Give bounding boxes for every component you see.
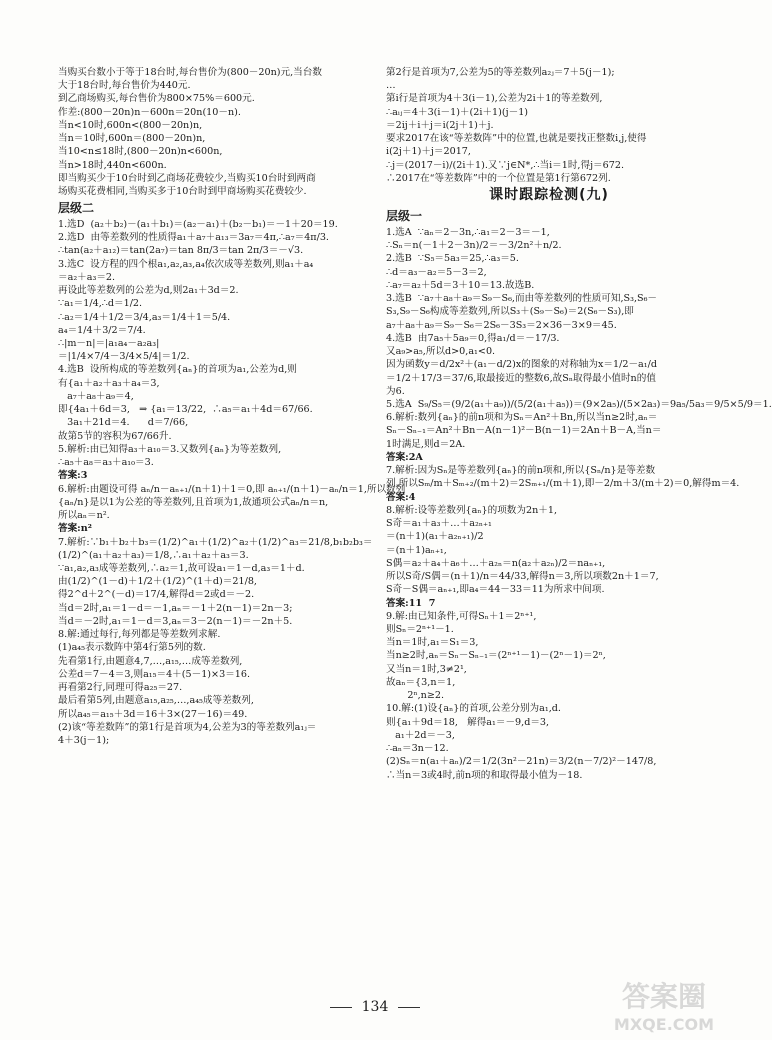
text-line: ＝(n＋1)aₙ₊₁, (386, 544, 447, 556)
text-line: 所以S奇/S偶＝(n＋1)/n＝44/33,解得n＝3,所以项数2n＋1＝7, (386, 571, 659, 583)
watermark-logo (584, 972, 744, 1036)
text-line: 2.选B ∵S₅＝5a₃＝25,∴a₃＝5. (386, 253, 519, 265)
text-line: (1)a₄₅表示数阵中第4行第5列的数. (58, 642, 206, 654)
text-line: 2.选D 由等差数列的性质得a₁＋a₇＋a₁₃＝3a₇＝4π,∴a₇＝4π/3. (58, 232, 329, 244)
text-line: 为6. (386, 385, 405, 397)
text-line: 再看第2行,同理可得a₂₅＝27. (58, 682, 183, 694)
text-line: 当n＝1时,a₁＝S₁＝3, (386, 637, 479, 649)
text-line: 当n<10时,600n<(800－20n)n, (58, 119, 203, 131)
text-line: ∴a₅＋a₈＝a₃＋a₁₀＝3. (58, 457, 154, 469)
text-line: 当n＝10时,600n＝(800－20n)n, (58, 133, 206, 145)
text-line: 当d＝2时,a₁＝1－d＝－1,aₙ＝－1＋2(n－1)＝2n－3; (58, 602, 293, 614)
text-line: 故第5节的容积为67/66升. (58, 430, 172, 442)
text-line: 1.选D (a₂＋b₂)－(a₁＋b₁)＝(a₂－a₁)＋(b₂－b₁)＝－1＋20＝19. (58, 218, 338, 230)
text-line: ∴|m－n|＝|a₁a₄－a₂a₃| (58, 338, 160, 349)
level-heading: 层级二 (58, 201, 95, 216)
text-line: (2)该“等差数阵”的第1行是首项为4,公差为3的等差数列a₁ⱼ＝ (58, 721, 317, 733)
text-line: 公差d＝7－4＝3,则a₁₅＝4＋(5－1)×3＝16. (58, 668, 251, 680)
text-line: 有{a₁＋a₂＋a₃＋a₄＝3, (58, 377, 160, 389)
text-line: 10.解:(1)设{aₙ}的首项,公差分别为a₁,d. (386, 703, 561, 715)
text-line: 答案:2A (386, 451, 423, 463)
text-line: 列,所以Sₘ/m＋Sₘ₊₂/(m＋2)＝2Sₘ₊₁/(m＋1),即－2/m＋3/(m＋2)＝0,解得m＝4. (386, 478, 740, 490)
text-line: ＝|1/4×7/4－3/4×5/4|＝1/2. (58, 351, 190, 363)
text-line: a₄＝1/4＋3/2＝7/4. (58, 324, 146, 336)
text-line: 2ⁿ,n≥2. (386, 690, 445, 702)
text-line: 4＋3(j－1); (58, 735, 110, 747)
text-line: 所以aₙ＝n². (58, 510, 110, 522)
text-line: S奇＝a₁＋a₃＋…＋a₂ₙ₊₁ (386, 518, 492, 530)
text-line: 答案:3 (58, 470, 88, 482)
text-line: 3.选B ∵a₇＋a₈＋a₉＝S₉－S₆,而由等差数列的性质可知,S₃,S₆－ (386, 293, 658, 305)
text-line: 又当n＝1时,3≠2¹, (386, 663, 467, 675)
watermark-url: MXQE.COM (613, 1015, 715, 1034)
dash-left (330, 1007, 352, 1008)
text-line: ∴2017在“等差数阵”中的一个位置是第1行第672列. (386, 172, 611, 184)
text-line: ∵a₁＝1/4,∴d＝1/2. (58, 298, 143, 310)
text-line: 第2行是首项为7,公差为5的等差数列a₂ⱼ＝7＋5(j－1); (386, 67, 615, 78)
text-line: 5.选A S₉/S₅＝(9/2(a₁＋a₉))/(5/2(a₁＋a₅))＝(9×2a₅)/(5×2a₃)＝9a₅/5a₃＝9/5×5/9＝1. (386, 399, 772, 411)
text-line: 要求2017在该“等差数阵”中的位置,也就是要找正整数i,j,使得 (386, 133, 647, 145)
text-line: 得2^d＋2^(－d)＝17/4,解得d＝2或d＝－2. (58, 589, 255, 601)
text-line: ∴aᵢⱼ＝4＋3(i－1)＋(2i＋1)(j－1) (386, 106, 529, 118)
text-line: 答案:11 7 (386, 597, 436, 609)
text-line: S₃,S₉－S₆构成等差数列,所以S₃＋(S₉－S₆)＝2(S₆－S₃),即 (386, 306, 634, 318)
text-line: 4.选B 设所构成的等差数列{aₙ}的首项为a₁,公差为d,则 (58, 364, 297, 376)
text-line: 作差:(800－20n)n－600n＝20n(10－n). (58, 106, 241, 118)
text-line: ∵a₁,a₂,a₃成等差数列,∴a₂＝1,故可设a₁＝1－d,a₃＝1＋d. (58, 562, 305, 574)
dash-right (398, 1007, 420, 1008)
text-line: ∴tan(a₂＋a₁₂)＝tan(2a₇)＝tan 8π/3＝tan 2π/3＝－√3. (58, 245, 304, 257)
text-line: 1时满足,则d＝2A. (386, 438, 466, 450)
text-line: i(2j＋1)＋j＝2017, (386, 146, 471, 158)
text-line: (2)Sₙ＝n(a₁＋aₙ)/2＝1/2(3n²－21n)＝3/2(n－7/2)²－147/8, (386, 756, 657, 768)
text-line: 答案:4 (386, 491, 416, 503)
text-line: 4.选B 由7a₅＋5a₉＝0,得a₁/d＝－17/3. (386, 332, 560, 344)
text-line: 到乙商场购买,每台售价为800×75%＝600元. (58, 93, 255, 105)
text-line: 9.解:由已知条件,可得Sₙ＋1＝2ⁿ⁺¹, (386, 610, 537, 622)
text-line: 当d＝－2时,a₁＝1－d＝3,aₙ＝3－2(n－1)＝－2n＋5. (58, 615, 293, 627)
text-line: 7.解析:因为Sₙ是等差数列{aₙ}的前n项和,所以{Sₙ/n}是等差数 (386, 465, 656, 477)
text-line: ＝2ij＋i＋j＝i(2j＋1)＋j. (386, 119, 494, 131)
text-line: 最后看第5列,由题意a₁₅,a₂₅,…,a₄₅成等差数列, (58, 695, 254, 707)
text-line: a₇＋a₈＋a₉＝4, (58, 390, 134, 402)
text-line: 先看第1行,由题意4,7,…,a₁₅,…成等差数列, (58, 655, 243, 667)
text-line: 当n≥2时,aₙ＝Sₙ－Sₙ₋₁＝(2ⁿ⁺¹－1)－(2ⁿ－1)＝2ⁿ, (386, 650, 606, 662)
text-line: 6.解析:数列{aₙ}的前n项和为Sₙ＝An²＋Bn,所以当n≥2时,aₙ＝ (386, 412, 658, 424)
text-line: 由(1/2)^(1－d)＋1/2＋(1/2)^(1＋d)＝21/8, (58, 576, 257, 588)
text-line: 大于18台时,每台售价为440元. (58, 80, 191, 92)
text-line: 场购买花费相同,当购买多于10台时到甲商场购买花费较少. (58, 186, 307, 198)
text-line: ∴d＝a₃－a₂＝5－3＝2, (386, 266, 487, 278)
text-line: 则{a₁＋9d＝18, 解得a₁＝－9,d＝3, (386, 716, 550, 728)
text-line: a₇＋a₈＋a₉＝S₉－S₆＝2S₆－3S₃＝2×36－3×9＝45. (386, 319, 617, 331)
text-line: S奇－S偶＝aₙ₊₁,即a₄＝44－33＝11为所求中间项. (386, 584, 605, 596)
text-line: ∴aₙ＝3n－12. (386, 743, 449, 755)
text-line: 所以a₄₅＝a₁₅＋3d＝16＋3×(27－16)＝49. (58, 708, 248, 720)
text-line: 即{4a₁＋6d＝3, ⇒ {a₁＝13/22, ∴a₅＝a₁＋4d＝67/66. (58, 404, 313, 416)
text-line: ＝a₂＋a₃＝2. (58, 271, 116, 283)
text-line: 因为函数y＝d/2x²＋(a₁－d/2)x的图象的对称轴为x＝1/2－a₁/d (386, 359, 657, 371)
text-line: 当购买台数小于等于18台时,每台售价为(800－20n)元,当台数 (58, 67, 322, 78)
text-line: ＝(n＋1)(a₁＋a₂ₙ₊₁)/2 (386, 531, 484, 543)
text-line: … (386, 80, 396, 92)
level-heading: 层级一 (386, 209, 423, 224)
text-line: 8.解:通过每行,每列都是等差数列求解. (58, 629, 221, 641)
text-line: 则Sₙ＝2ⁿ⁺¹－1. (386, 624, 454, 635)
page-number-text: 134 (361, 999, 389, 1015)
text-line: S偶＝a₂＋a₄＋a₆＋…＋a₂ₙ＝n(a₂＋a₂ₙ)/2＝naₙ₊₁, (386, 557, 606, 569)
text-line: 3a₁＋21d＝4. d＝7/66, (58, 417, 189, 429)
text-line: 7.解析:∵b₁＋b₂＋b₃＝(1/2)^a₁＋(1/2)^a₂＋(1/2)^a₃＝21/8,b₁b₂b₃＝ (58, 536, 373, 548)
text-line: ＝1/2＋17/3＝37/6,取最接近的整数6,故Sₙ取得最小值时n的值 (386, 372, 656, 384)
text-line: Sₙ－Sₙ₋₁＝An²＋Bn－A(n－1)²－B(n－1)＝2An＋B－A,当n＝ (386, 425, 662, 437)
text-line: ∴a₇＝a₂＋5d＝3＋10＝13.故选B. (386, 279, 535, 291)
text-line: 当10<n≤18时,(800－20n)n<600n, (58, 146, 223, 158)
text-line: 8.解析:设等差数列{aₙ}的项数为2n＋1, (386, 504, 558, 516)
text-line: ∴Sₙ＝n(－1＋2－3n)/2＝－3/2n²＋n/2. (386, 240, 562, 252)
text-line: 第i行是首项为4＋3(i－1),公差为2i＋1的等差数列, (386, 93, 603, 105)
text-line: a₁＋2d＝－3, (386, 729, 455, 741)
right-column (386, 66, 772, 782)
text-line: 3.选C 设方程的四个根a₁,a₂,a₃,a₄依次成等差数列,则a₁＋a₄ (58, 258, 314, 270)
text-line: 答案:n² (58, 523, 92, 535)
text-line: (1/2)^(a₁＋a₂＋a₃)＝1/8,∴a₁＋a₂＋a₃＝3. (58, 549, 249, 561)
text-line: 当n>18时,440n<600n. (58, 159, 167, 171)
section-title: 课时跟踪检测(九) (489, 187, 609, 204)
text-line: 故aₙ＝{3,n＝1, (386, 676, 456, 688)
text-line: ∴j＝(2017－i)/(2i＋1).又∵j∈N*,∴当i＝1时,得j＝672. (386, 159, 625, 171)
watermark-text: 答案圈 (621, 980, 707, 1013)
text-line: 再设此等差数列的公差为d,则2a₁＋3d＝2. (58, 285, 239, 297)
text-line: 5.解析:由已知得a₃＋a₁₀＝3.又数列{aₙ}为等差数列, (58, 443, 282, 455)
text-line: ∴a₂＝1/4＋1/2＝3/4,a₃＝1/4＋1＝5/4. (58, 311, 231, 323)
text-line: 即当购买少于10台时到乙商场花费较少,当购买10台时到两商 (58, 172, 316, 184)
text-line: 1.选A ∵aₙ＝2－3n,∴a₁＝2－3＝－1, (386, 226, 550, 238)
text-line: 又a₉>a₅,所以d>0,a₁<0. (386, 346, 496, 358)
text-line: ∴当n＝3或4时,前n项的和取得最小值为－18. (386, 769, 583, 781)
text-line: 6.解析:由题设可得 aₙ/n－aₙ₊₁/(n＋1)＋1＝0,即 aₙ₊₁/(n＋1)－aₙ/n＝1,所以数列 (58, 483, 406, 495)
text-line: {aₙ/n}是以1为公差的等差数列,且首项为1,故通项公式aₙ/n＝n, (58, 496, 329, 508)
